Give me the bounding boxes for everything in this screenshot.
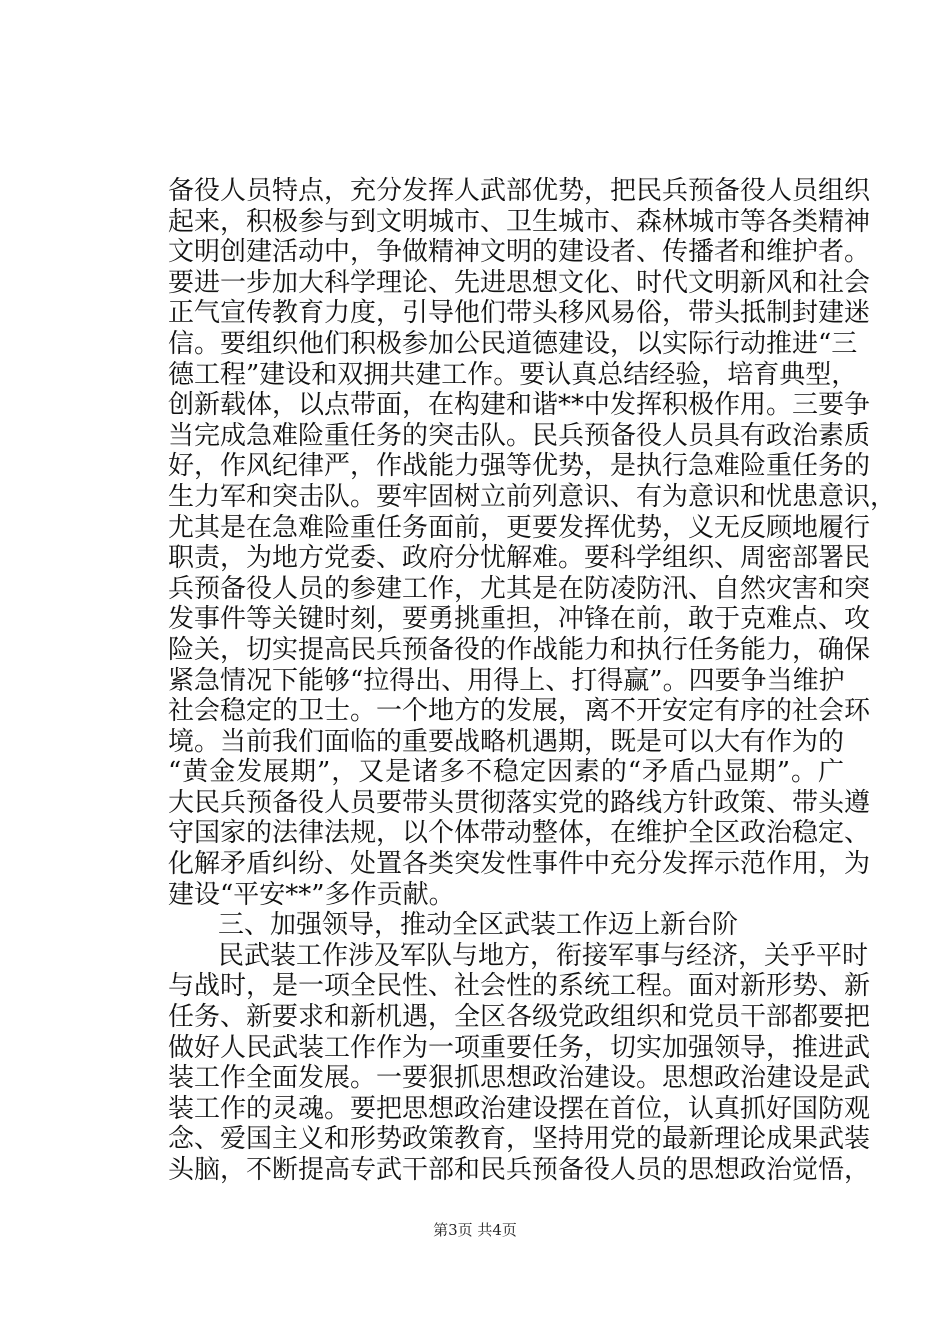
text-line: 文明创建活动中，争做精神文明的建设者、传播者和维护者。	[168, 237, 871, 268]
text-line: 尤其是在急难险重任务面前，更要发挥优势，义无反顾地履行	[168, 512, 871, 543]
text-line: 装工作全面发展。一要狠抓思想政治建设。思想政治建设是武	[168, 1063, 871, 1094]
text-line: 建设“平安**”多作贡献。	[168, 879, 455, 910]
text-line: 发事件等关键时刻，要勇挑重担，冲锋在前，敢于克难点、攻	[168, 604, 871, 635]
text-line: 职责，为地方党委、政府分忧解难。要科学组织、周密部署民	[168, 543, 871, 574]
text-line: 做好人民武装工作作为一项重要任务，切实加强领导，推进武	[168, 1032, 871, 1063]
text-line: 念、爱国主义和形势政策教育，坚持用党的最新理论成果武装	[168, 1124, 871, 1155]
text-line: 德工程”建设和双拥共建工作。要认真总结经验，培育典型，	[168, 359, 858, 390]
text-line: 信。要组织他们积极参加公民道德建设，以实际行动推进“三	[168, 328, 858, 359]
text-line: 起来，积极参与到文明城市、卫生城市、森林城市等各类精神	[168, 206, 871, 237]
page-number-footer: 第3页 共4页	[433, 1221, 517, 1239]
text-line: 守国家的法律法规，以个体带动整体，在维护全区政治稳定、	[168, 818, 871, 849]
text-line: 任务、新要求和新机遇，全区各级党政组织和党员干部都要把	[168, 1002, 871, 1033]
text-line: 境。当前我们面临的重要战略机遇期，既是可以大有作为的	[168, 726, 845, 757]
text-line: 险关，切实提高民兵预备役的作战能力和执行任务能力，确保	[168, 634, 871, 665]
text-line: 当完成急难险重任务的突击队。民兵预备役人员具有政治素质	[168, 420, 871, 451]
text-line: 要进一步加大科学理论、先进思想文化、时代文明新风和社会	[168, 267, 871, 298]
paragraph-first-line: 民武装工作涉及军队与地方，衔接军事与经济，关乎平时	[218, 940, 869, 971]
text-line: 好，作风纪律严，作战能力强等优势，是执行急难险重任务的	[168, 451, 871, 482]
text-line: 创新载体，以点带面，在构建和谐**中发挥积极作用。三要争	[168, 390, 871, 421]
text-line: 正气宣传教育力度，引导他们带头移风易俗，带头抵制封建迷	[168, 298, 871, 329]
text-line: 社会稳定的卫士。一个地方的发展，离不开安定有序的社会环	[168, 696, 871, 727]
section-heading: 三、加强领导，推动全区武装工作迈上新台阶	[218, 910, 739, 941]
document-body	[168, 176, 897, 1186]
text-line: 兵预备役人员的参建工作，尤其是在防凌防汛、自然灾害和突	[168, 573, 871, 604]
text-line: 大民兵预备役人员要带头贯彻落实党的路线方针政策、带头遵	[168, 787, 871, 818]
text-line: 头脑，不断提高专武干部和民兵预备役人员的思想政治觉悟，	[168, 1155, 871, 1185]
text-line: “黄金发展期”，又是诸多不稳定因素的“矛盾凸显期”。广	[168, 757, 844, 788]
text-line: 装工作的灵魂。要把思想政治建设摆在首位，认真抓好国防观	[168, 1093, 871, 1124]
text-line: 生力军和突击队。要牢固树立前列意识、有为意识和忧患意识，	[168, 481, 897, 512]
text-line: 与战时，是一项全民性、社会性的系统工程。面对新形势、新	[168, 971, 871, 1002]
text-line: 紧急情况下能够“拉得出、用得上、打得赢”。四要争当维护	[168, 665, 845, 696]
text-line: 备役人员特点，充分发挥人武部优势，把民兵预备役人员组织	[168, 176, 871, 206]
text-line: 化解矛盾纠纷、处置各类突发性事件中充分发挥示范作用，为	[168, 849, 871, 880]
